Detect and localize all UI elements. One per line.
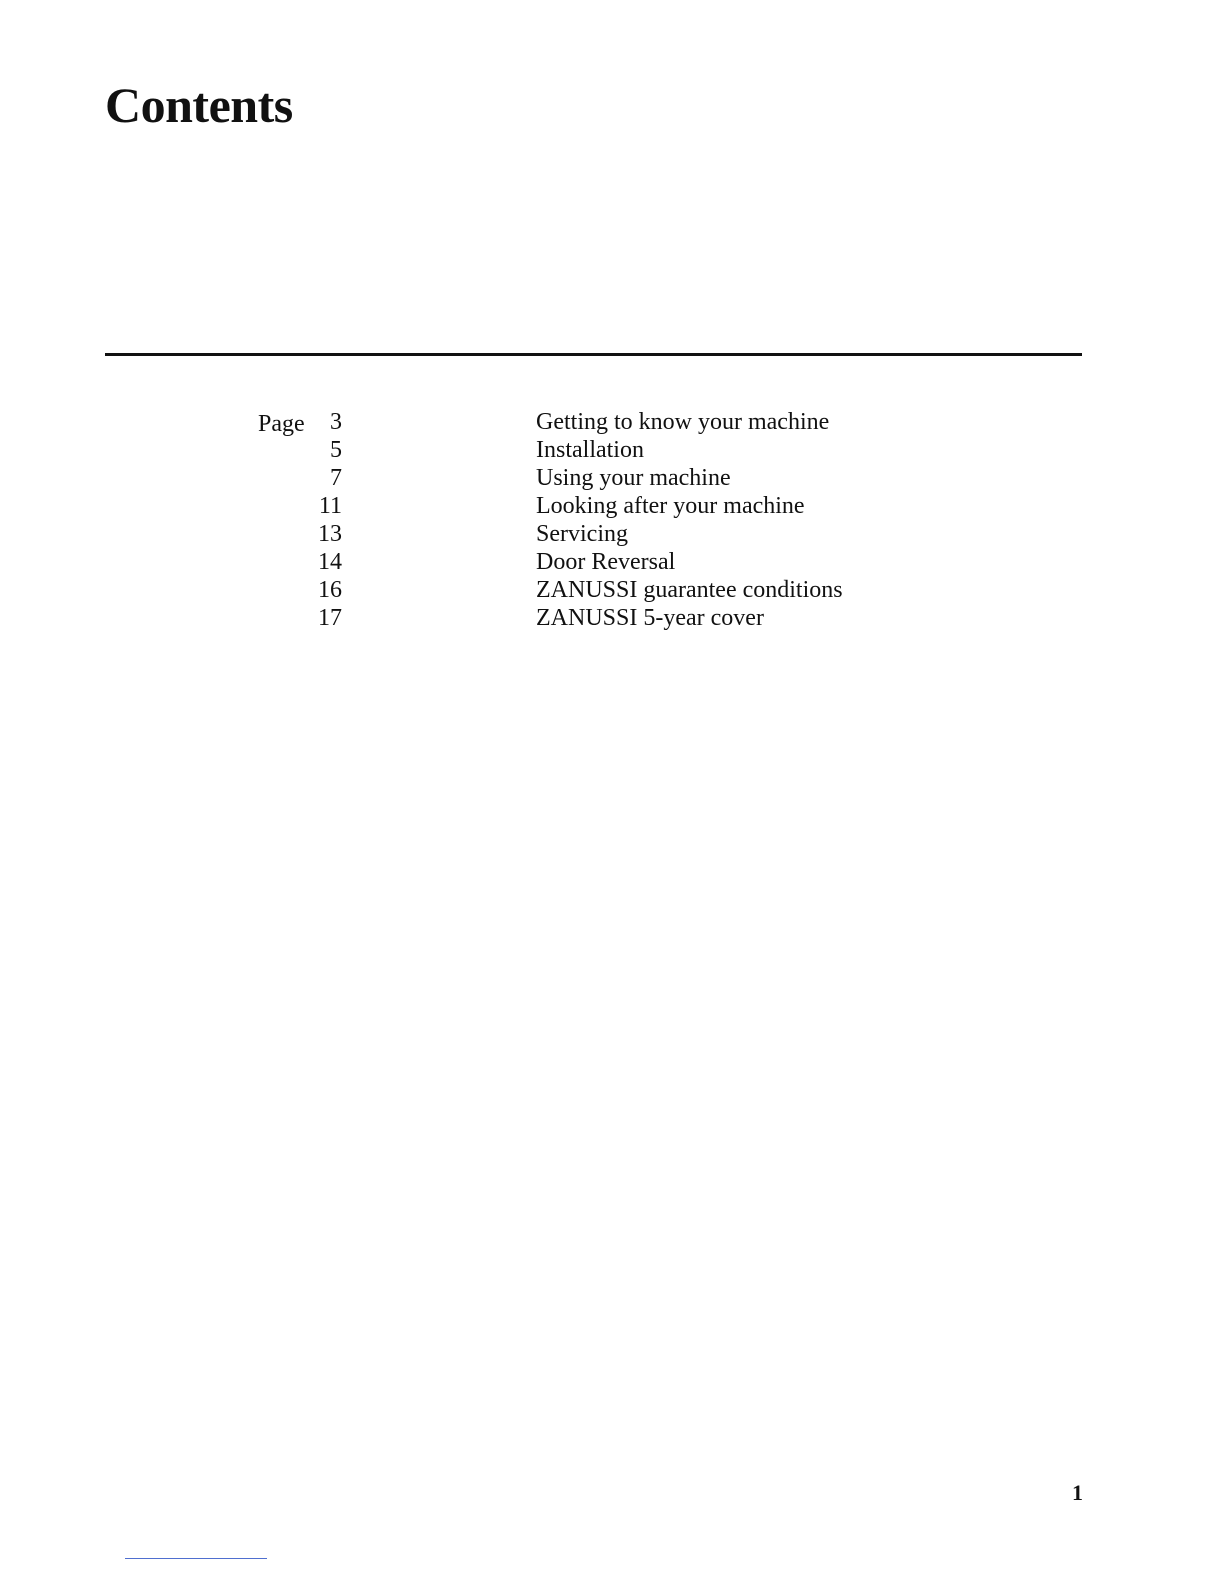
page-title: Contents [105,77,293,133]
toc-entry-title[interactable]: Door Reversal [536,549,676,575]
toc-entry[interactable] [250,408,950,436]
toc-page-number: 5 [330,437,342,463]
table-of-contents [250,408,950,632]
horizontal-rule [105,353,1082,356]
toc-entry-title[interactable]: Servicing [536,521,628,547]
toc-page-number: 16 [318,577,342,603]
toc-entry[interactable] [250,604,950,632]
toc-entry-title[interactable]: Using your machine [536,465,731,491]
page-number: 1 [1072,1480,1083,1505]
toc-entry[interactable] [250,520,950,548]
toc-entry[interactable] [250,436,950,464]
toc-entry[interactable] [250,464,950,492]
link-underline [125,1558,267,1559]
toc-page-number: 11 [318,493,342,519]
toc-page-number: 13 [318,521,342,547]
toc-page-number: 17 [318,605,342,631]
toc-page-number: 3 [330,409,342,435]
toc-entry-title[interactable]: ZANUSSI guarantee conditions [536,577,843,603]
page-label: Page [258,411,305,437]
toc-entry[interactable] [250,576,950,604]
toc-entry-title[interactable]: Getting to know your machine [536,409,830,435]
toc-entry-title[interactable]: Looking after your machine [536,493,805,519]
toc-page-number: 14 [318,549,342,575]
toc-entry[interactable] [250,492,950,520]
toc-entry-title[interactable]: ZANUSSI 5-year cover [536,605,764,631]
toc-entry-title[interactable]: Installation [536,437,644,463]
toc-entry[interactable] [250,548,950,576]
toc-page-number: 7 [330,465,342,491]
